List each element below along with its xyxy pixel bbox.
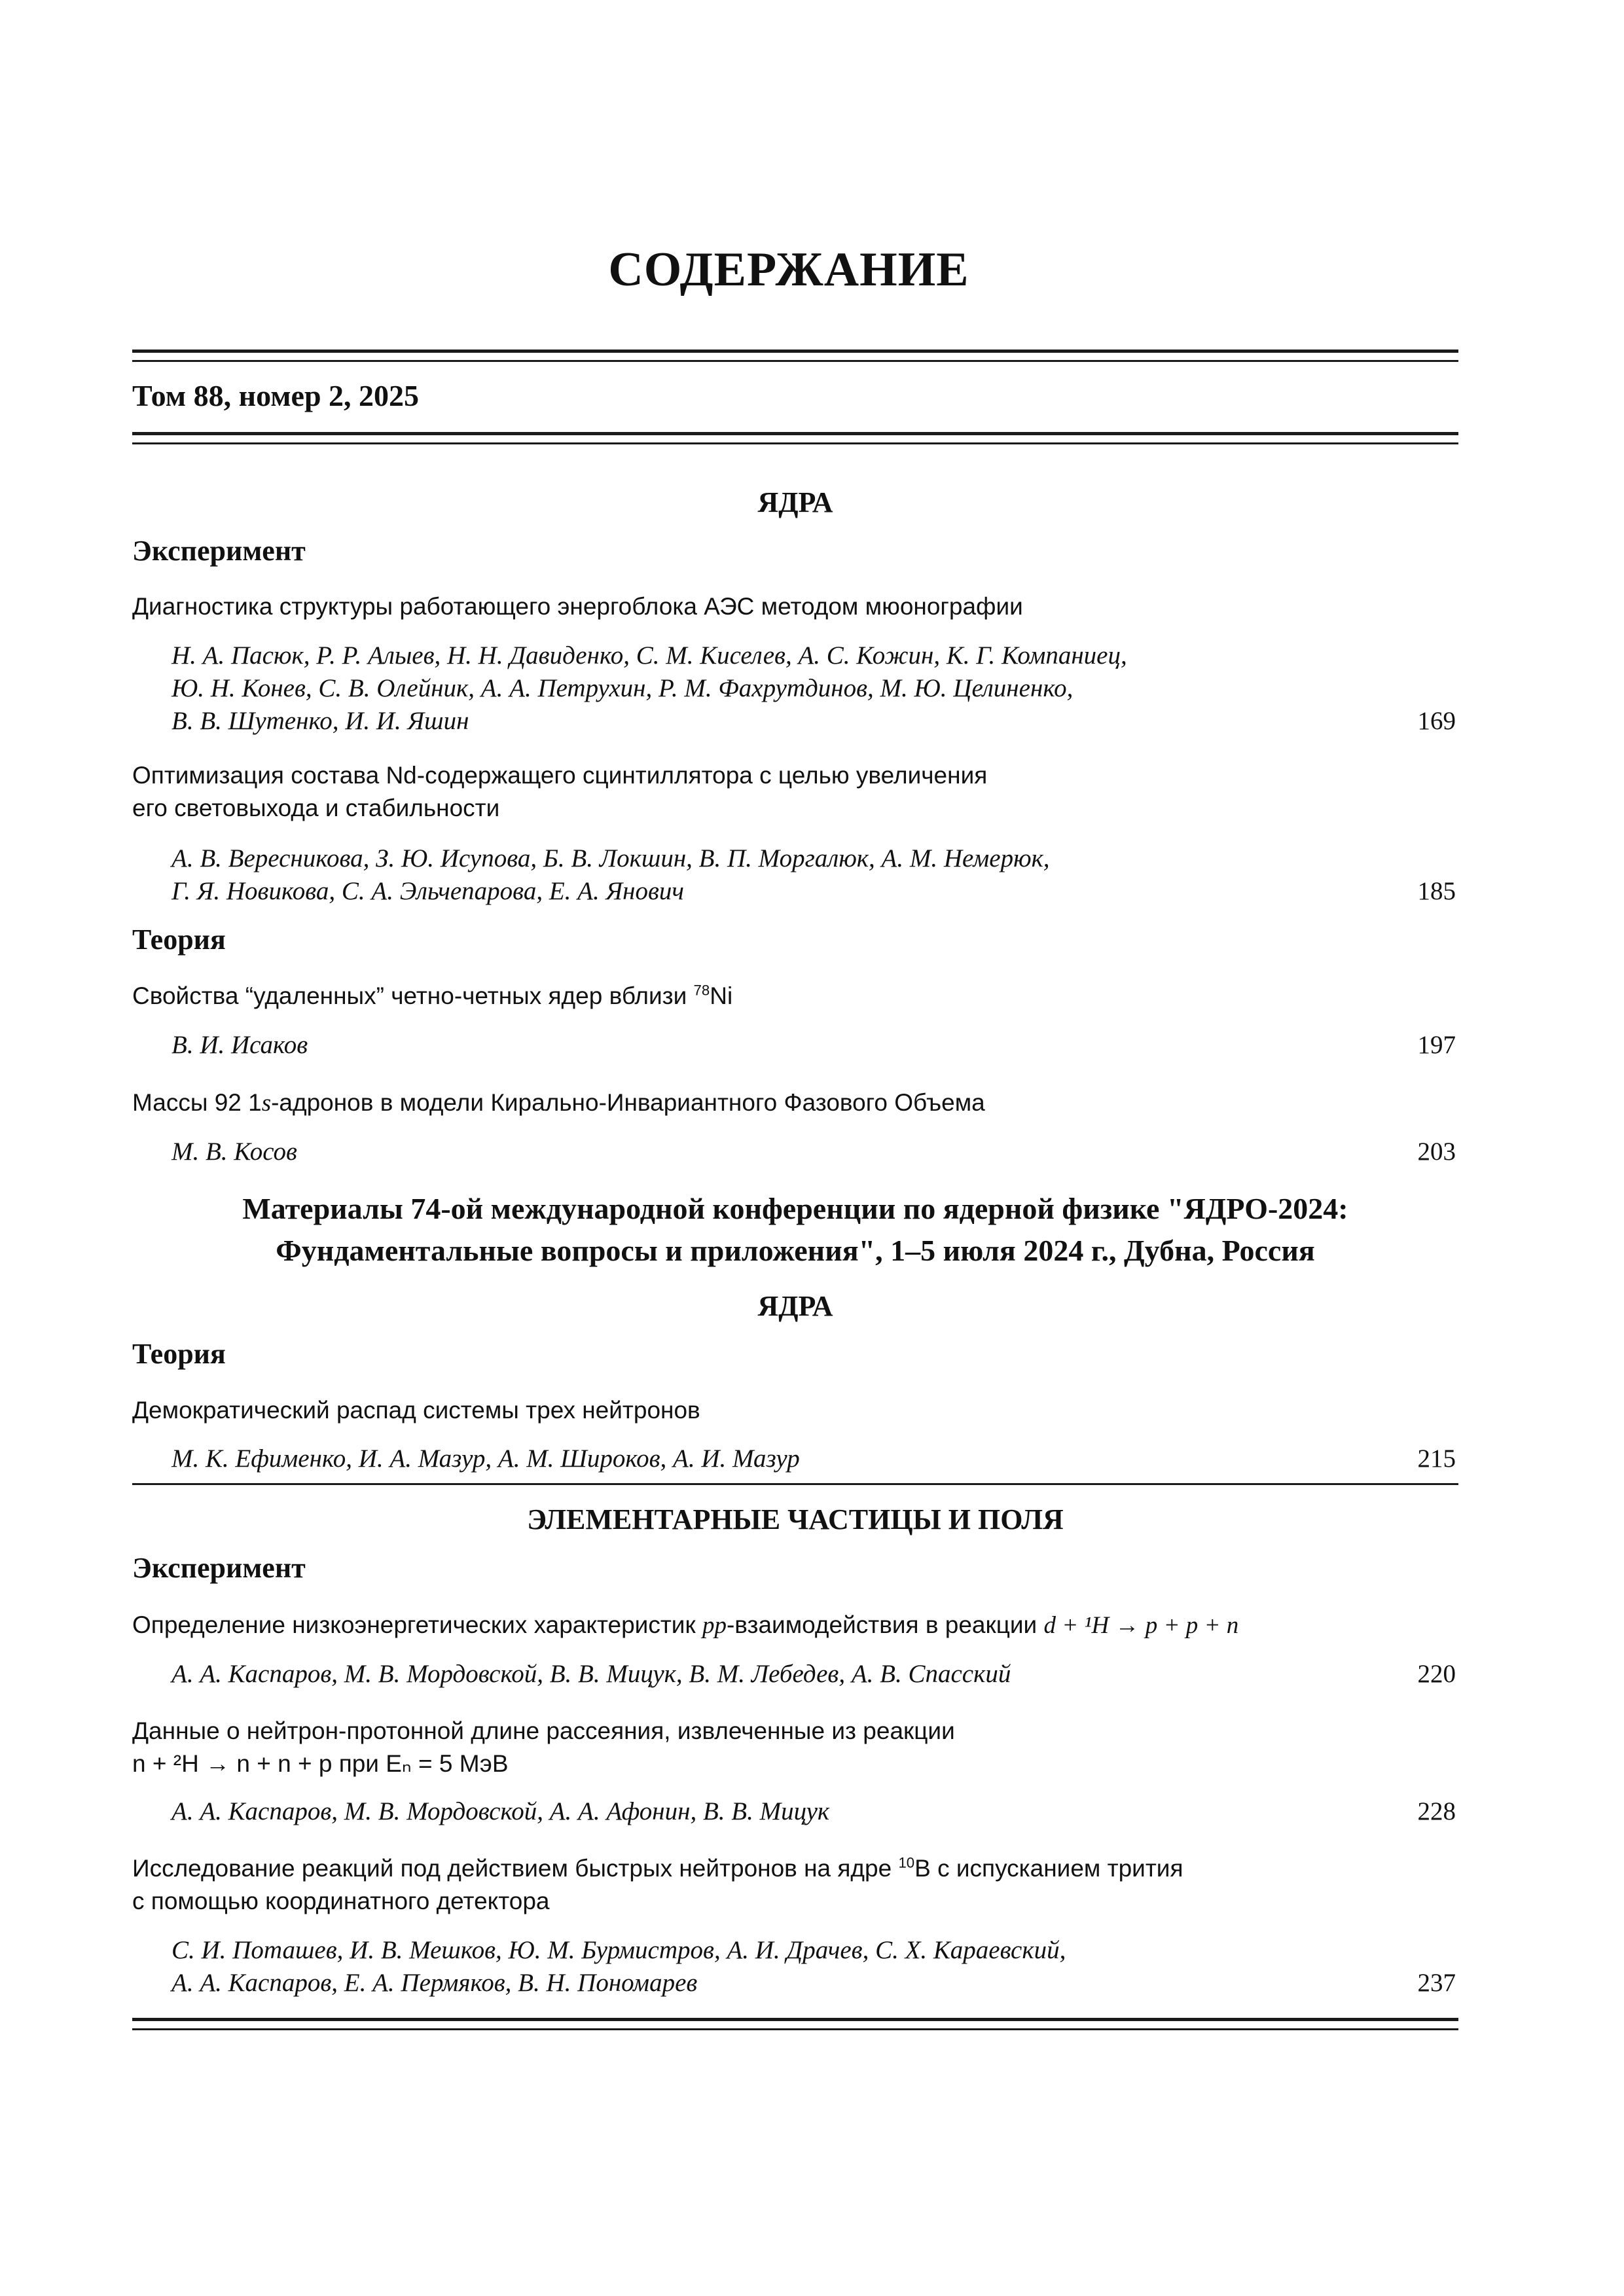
article-authors [171, 639, 1284, 738]
title-text: Ni [710, 982, 733, 1009]
top-rule-thin [132, 360, 1458, 362]
bottom-rule [132, 2018, 1458, 2021]
author-line: А. А. Каспаров, М. В. Мордовской, А. А. Афонин, В. В. Мицук [171, 1797, 830, 1825]
page-number[interactable]: 203 [1417, 1138, 1456, 1166]
page-number[interactable]: 185 [1417, 877, 1456, 905]
article-authors [171, 1443, 1284, 1475]
author-line: Ю. Н. Конев, С. В. Олейник, А. А. Петрухин, Р. М. Фахрутдинов, М. Ю. Целиненко, [171, 674, 1074, 702]
page-number[interactable]: 197 [1417, 1031, 1456, 1059]
author-line: А. В. Вересникова, З. Ю. Исупова, Б. В. Локшин, В. П. Моргалюк, А. М. Немерюк, [171, 844, 1050, 872]
top-rule [132, 350, 1458, 353]
article-title-line: с помощью координатного детектора [132, 1888, 550, 1914]
article-title[interactable] [132, 980, 1376, 1013]
section-heading-elementary-particles: ЭЛЕМЕНТАРНЫЕ ЧАСТИЦЫ И ПОЛЯ [527, 1503, 1064, 1535]
article-title[interactable] [132, 759, 1376, 825]
author-line: В. В. Шутенко, И. И. Яшин [171, 707, 469, 735]
subsection-heading-experiment: Эксперимент [132, 1552, 306, 1584]
article-authors [171, 1795, 1284, 1828]
bottom-rule-thin [132, 2028, 1458, 2030]
title-text: Массы 92 1 [132, 1089, 262, 1116]
title-text: -адронов в модели Кирально-Инвариантного Фазового Объема [271, 1089, 985, 1116]
article-authors [171, 842, 1284, 908]
section-heading-nuclei: ЯДРА [757, 486, 833, 518]
page-number[interactable]: 215 [1417, 1444, 1456, 1473]
title-text: B с испусканием трития [914, 1855, 1183, 1882]
author-line: М. В. Косов [171, 1138, 297, 1166]
page-number[interactable]: 228 [1417, 1797, 1456, 1825]
author-line: А. А. Каспаров, Е. А. Пермяков, В. Н. Пономарев [171, 1969, 698, 1997]
isotope-mass-number: 10 [898, 1854, 915, 1871]
issue-rule-thin [132, 442, 1458, 444]
author-line: Н. А. Пасюк, Р. Р. Алыев, Н. Н. Давиденко, С. М. Киселев, А. С. Кожин, К. Г. Компаниец, [171, 641, 1127, 670]
article-authors [171, 1658, 1284, 1691]
subsection-heading-theory: Теория [132, 1338, 226, 1370]
page-number[interactable]: 169 [1417, 707, 1456, 735]
article-authors [171, 1029, 1284, 1062]
author-line: Г. Я. Новикова, С. А. Эльчепарова, Е. А. Янович [171, 877, 685, 905]
issue-line: Том 88, номер 2, 2025 [132, 379, 420, 412]
page-title: СОДЕРЖАНИЕ [608, 243, 969, 296]
title-italic: s [261, 1090, 272, 1117]
article-title[interactable] [132, 1609, 1376, 1642]
article-title-line: Данные о нейтрон-протонной длине рассеяния, извлеченные из реакции [132, 1717, 955, 1744]
article-title[interactable] [132, 1852, 1376, 1918]
title-text: -взаимодействия в реакции [726, 1611, 1044, 1638]
conference-line: Фундаментальные вопросы и приложения", 1–5 июля 2024 г., Дубна, Россия [276, 1234, 1315, 1267]
article-authors [171, 1136, 1284, 1168]
article-title-line [132, 1852, 1376, 1885]
article-authors [171, 1934, 1284, 2000]
author-line: С. И. Поташев, И. В. Мешков, Ю. М. Бурмистров, А. И. Драчев, С. Х. Караевский, [171, 1936, 1066, 1964]
author-line: М. К. Ефименко, И. А. Мазур, А. М. Широков, А. И. Мазур [171, 1444, 800, 1473]
article-title-line: n + ²H → n + n + p при Eₙ = 5 МэВ [132, 1750, 509, 1777]
title-text: Свойства “удаленных” четно-четных ядер вблизи [132, 982, 694, 1009]
article-title-line: Оптимизация состава Nd-содержащего сцинтиллятора с целью увеличения [132, 762, 988, 789]
reaction-formula: d + ¹H → p + p + n [1043, 1612, 1239, 1639]
article-title-line: его световыхода и стабильности [132, 795, 500, 821]
article-title[interactable]: Демократический распад системы трех нейтронов [132, 1397, 700, 1424]
conference-line: Материалы 74-ой международной конференции по ядерной физике "ЯДРО-2024: [242, 1192, 1348, 1225]
conference-heading [132, 1188, 1458, 1272]
title-italic: pp [702, 1612, 727, 1639]
title-text: Определение низкоэнергетических характеристик [132, 1611, 702, 1638]
isotope-mass-number: 78 [693, 982, 710, 999]
author-line: А. А. Каспаров, М. В. Мордовской, В. В. Мицук, В. М. Лебедев, А. В. Спасский [171, 1660, 1011, 1688]
section-heading-nuclei: ЯДРА [757, 1290, 833, 1322]
subsection-heading-experiment: Эксперимент [132, 535, 306, 567]
issue-rule [132, 432, 1458, 435]
subsection-heading-theory: Теория [132, 924, 226, 956]
article-title[interactable]: Диагностика структуры работающего энергоблока АЭС методом мюонографии [132, 593, 1023, 620]
section-divider [132, 1483, 1458, 1485]
page-number[interactable]: 237 [1417, 1969, 1456, 1997]
article-title[interactable] [132, 1715, 1376, 1780]
title-text: Исследование реакций под действием быстрых нейтронов на ядре [132, 1855, 899, 1882]
page-number[interactable]: 220 [1417, 1660, 1456, 1688]
author-line: В. И. Исаков [171, 1031, 308, 1059]
article-title[interactable] [132, 1086, 1376, 1120]
